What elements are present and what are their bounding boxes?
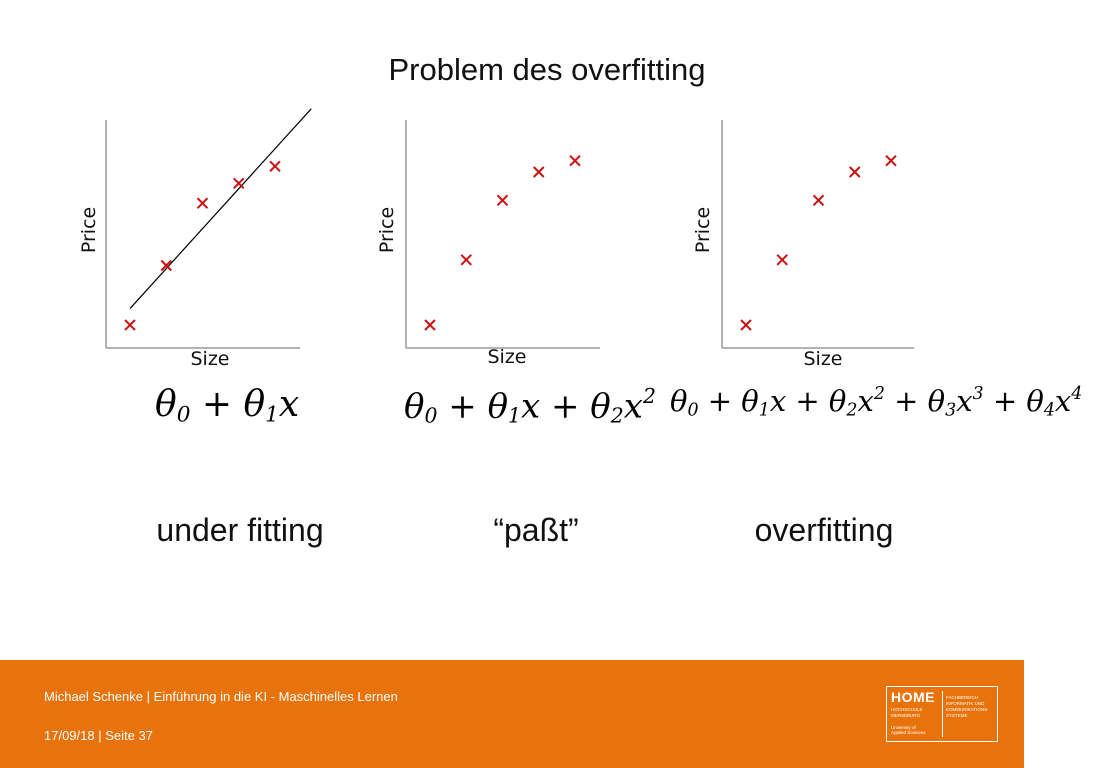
y-axis-label: Price [692, 206, 714, 254]
plot-overfitting [686, 110, 926, 370]
data-point [461, 255, 471, 265]
x-axis-label: Size [190, 348, 230, 370]
data-point [234, 178, 244, 188]
data-point [125, 320, 135, 330]
y-axis-label: Price [376, 206, 398, 254]
data-point [850, 167, 860, 177]
x-axis-label: Size [487, 346, 527, 368]
data-point [741, 320, 751, 330]
data-point [270, 161, 280, 171]
formula-quartic: $\theta_0 + \theta_1x + \theta_2x^2 + \theta_3x^3 + \theta_4x^4$ [670, 384, 1083, 421]
plot-good-fit [370, 110, 610, 370]
footer-bar [0, 660, 1024, 768]
formula-linear: $\theta_0 + \theta_1x$ [155, 384, 300, 428]
footer-date-page: 17/09/18 | Seite 37 [44, 728, 153, 743]
fit-line [130, 109, 311, 309]
data-point [498, 195, 508, 205]
data-point [425, 320, 435, 330]
data-point [198, 198, 208, 208]
x-axis-label: Size [803, 348, 843, 370]
verdict-overfitting: overfitting [754, 512, 894, 548]
data-point [886, 156, 896, 166]
plot-under-fitting [70, 110, 310, 370]
verdict-good-fit: “paßt” [493, 512, 579, 548]
verdict-under-fitting: under fitting [156, 512, 324, 548]
slide-title: Problem des overfitting [388, 52, 706, 87]
y-axis-label: Price [78, 206, 100, 254]
data-point [777, 255, 787, 265]
footer-author-course: Michael Schenke | Einführung in die KI - Maschinelles Lernen [44, 689, 398, 704]
university-logo: HOME HOCHSCHULE MERSEBURG University of Applied Sciences FACHBEREICH INFORMATIK UND KOMMUNIKATIONS- SYSTEME [886, 686, 998, 742]
data-point [534, 167, 544, 177]
formula-quadratic: $\theta_0 + \theta_1x + \theta_2x^2$ [404, 384, 656, 428]
data-point [570, 156, 580, 166]
data-point [814, 195, 824, 205]
